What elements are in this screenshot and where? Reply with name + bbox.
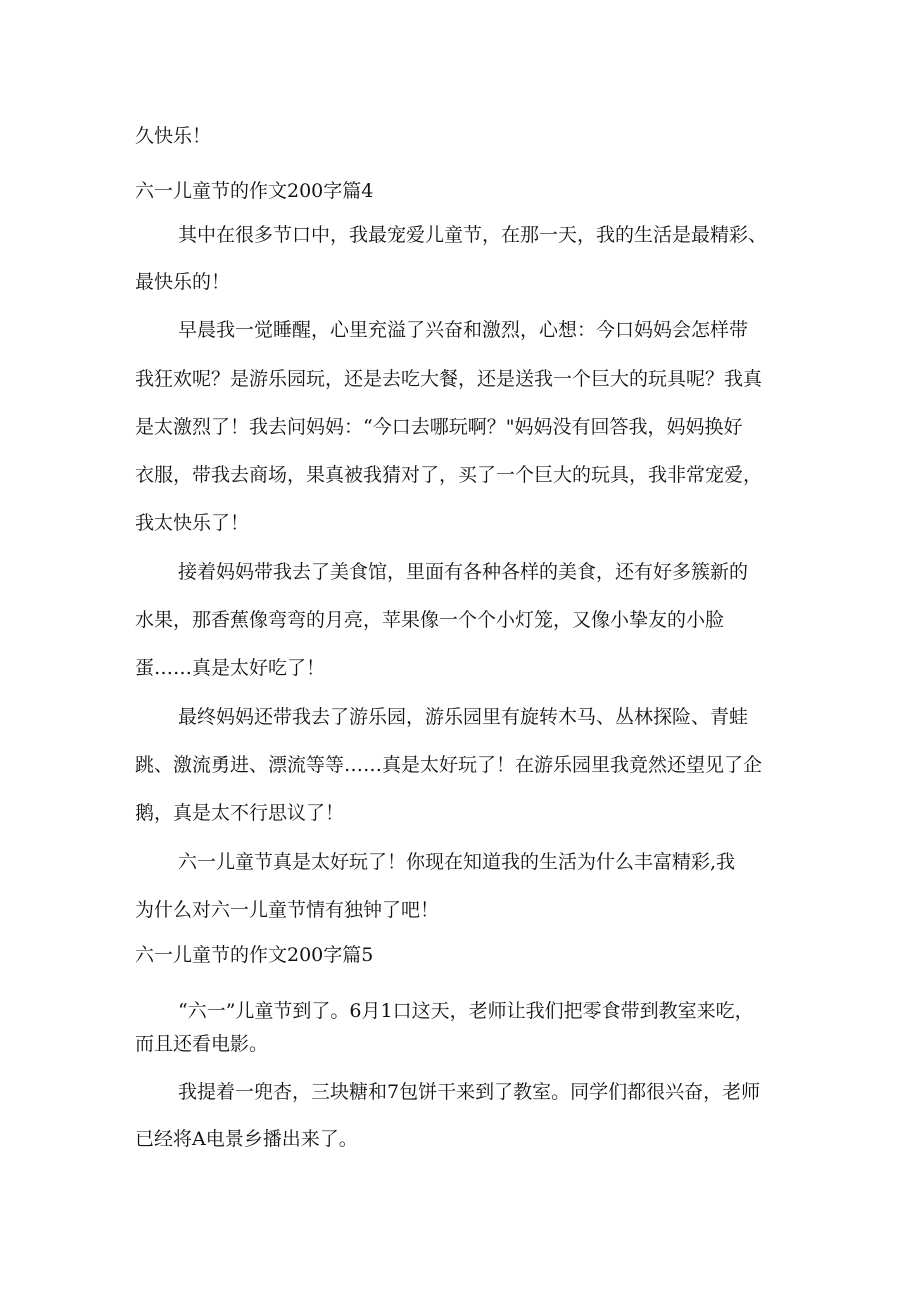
paragraph-line: 水果，那香蕉像弯弯的月亮，苹果像一个个小灯笼，又像小挚友的小脸 [135, 609, 725, 631]
paragraph-line: 蛋……真是太好吃了！ [135, 657, 326, 679]
paragraph-line: 我太快乐了！ [135, 512, 250, 534]
paragraph-line: 而且还看电影。 [135, 1033, 269, 1055]
section-heading: 六一儿童节的作文200字篇4 [135, 180, 374, 202]
paragraph-line: 其中在很多节口中，我最宠爱儿童节，在那一天，我的生活是最精彩、 [178, 224, 768, 246]
paragraph-line: 接着妈妈带我去了美食馆，里面有各种各样的美食，还有好多簇新的 [178, 561, 749, 583]
paragraph-line: 是太激烈了！我去问妈妈：“今口去哪玩啊？"妈妈没有回答我，妈妈换好 [135, 416, 743, 438]
paragraph-line: 六一儿童节真是太好玩了！你现在知道我的生活为什么丰富精彩,我 [178, 851, 736, 873]
paragraph-line: 我狂欢呢？是游乐园玩，还是去吃大餐，还是送我一个巨大的玩具呢？我真 [135, 368, 763, 390]
paragraph-line: 已经将A电景乡播出来了。 [135, 1128, 358, 1150]
paragraph-line: 最终妈妈还带我去了游乐园，游乐园里有旋转木马、丛林探险、青蛙 [178, 706, 749, 728]
paragraph-line: “六一”儿童节到了。6月1口这天，老师让我们把零食带到教室来吃， [178, 1000, 754, 1022]
paragraph-line: 最快乐的！ [135, 271, 231, 293]
paragraph-line: 为什么对六一儿童节情有独钟了吧！ [135, 899, 440, 921]
paragraph-line: 早晨我一觉睡醒，心里充溢了兴奋和激烈，心想：今口妈妈会怎样带 [178, 319, 749, 341]
section-heading: 六一儿童节的作文200字篇5 [135, 944, 374, 966]
paragraph-line: 跳、激流勇进、漂流等等……真是太好玩了！在游乐园里我竟然还望见了企 [135, 754, 763, 776]
paragraph-line: 衣服，带我去商场，果真被我猜对了，买了一个巨大的玩具，我非常宠爱， [135, 464, 763, 486]
paragraph-line: 我提着一兜杏，三块糖和7包饼干来到了教室。同学们都很兴奋，老师 [178, 1081, 761, 1103]
paragraph-line: 鹅，真是太不行思议了！ [135, 802, 345, 824]
paragraph-continuation: 久快乐！ [135, 125, 212, 147]
